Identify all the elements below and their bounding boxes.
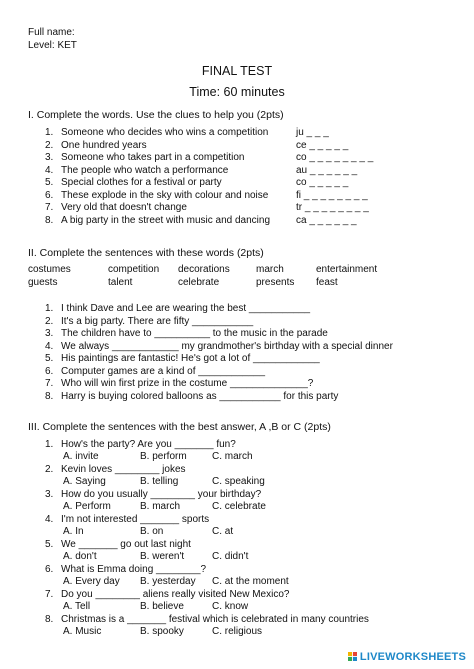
list-item[interactable] [45,391,338,403]
logo-text: LIVEWORKSHEETS [359,651,466,663]
item-number: 5. [45,353,54,364]
option-b[interactable]: B. perform [140,451,187,462]
answer-blank[interactable]: ca _ _ _ _ _ _ [296,214,357,226]
item-number: 5. [45,177,54,188]
list-item [45,165,228,177]
item-number: 6. [45,564,54,575]
section-1-heading: I. Complete the words. Use the clues to help you (2pts) [28,109,284,121]
word-bank-item: talent [108,277,133,288]
sentence-text: The children have to __________ to the music in the parade [61,328,328,339]
item-number: 6. [45,365,54,377]
item-number: 1. [45,127,54,138]
question-text: What is Emma doing ________? [61,564,207,575]
list-item [45,439,236,451]
sentence-text: We always ____________ my grandmother's birthday with a special dinner [61,340,393,352]
option-a[interactable]: A. invite [63,451,99,462]
word-bank-item: march [256,264,284,275]
item-number: 2. [45,139,54,151]
list-item[interactable] [45,378,313,390]
option-b[interactable]: B. march [140,501,181,512]
item-number: 3. [45,328,54,339]
item-clue: The people who watch a performance [61,164,229,176]
option-a[interactable]: A. don't [63,551,97,562]
item-clue: A big party in the street with music and dancing [61,214,271,226]
answer-blank[interactable]: tr _ _ _ _ _ _ _ _ [296,202,369,213]
list-item [45,539,191,551]
option-a[interactable]: A. Saying [63,476,106,487]
item-clue: Someone who takes part in a competition [61,152,245,163]
option-c[interactable]: C. at [212,526,234,537]
time-limit: Time: 60 minutes [189,85,285,99]
list-item [45,152,244,164]
item-clue: Very old that doesn't change [61,202,187,213]
word-bank-item: guests [28,277,58,288]
sentence-text: Computer games are a kind of ____________ [61,365,266,377]
list-item [45,489,261,501]
level-label: Level: KET [28,40,77,51]
sentence-text: Harry is buying colored balloons as ___________ for this party [61,390,339,402]
question-text: We _______ go out last night [61,539,191,550]
answer-blank[interactable]: ju _ _ _ [296,127,329,138]
word-bank-item: competition [108,264,160,275]
option-b[interactable]: B. on [140,526,164,537]
option-a[interactable]: A. Tell [63,601,91,612]
list-item[interactable] [45,316,253,328]
full-name-label: Full name: [28,27,75,38]
option-b[interactable]: B. telling [140,476,179,487]
item-number: 4. [45,340,54,352]
word-bank-item: presents [256,277,295,288]
word-bank-item: costumes [28,264,71,275]
item-number: 1. [45,303,54,314]
item-number: 3. [45,152,54,163]
option-c[interactable]: C. know [212,601,249,612]
item-number: 4. [45,164,54,176]
option-b[interactable]: B. weren't [140,551,185,562]
item-number: 3. [45,489,54,500]
list-item[interactable] [45,303,310,315]
item-clue: Someone who decides who wins a competition [61,127,269,138]
item-number: 8. [45,390,54,402]
item-clue: One hundred years [61,139,147,151]
list-item [45,514,209,526]
option-b[interactable]: B. spooky [140,626,184,637]
question-text: Do you ________ aliens really visited New Mexico? [61,589,290,600]
answer-blank[interactable]: fi _ _ _ _ _ _ _ _ [296,189,368,201]
option-a[interactable]: A. Perform [63,501,111,512]
list-item[interactable] [45,341,393,353]
option-c[interactable]: C. march [212,451,253,462]
list-item [45,464,186,476]
item-clue: Special clothes for a festival or party [61,177,222,188]
option-c[interactable]: C. celebrate [212,501,266,512]
item-number: 8. [45,214,54,226]
question-text: I'm not interested _______ sports [61,514,210,525]
item-number: 7. [45,378,54,389]
question-text: How do you usually ________ your birthday? [61,489,262,500]
list-item [45,215,270,227]
answer-blank[interactable]: ce _ _ _ _ _ [296,139,349,151]
list-item[interactable] [45,366,265,378]
section-2-heading: II. Complete the sentences with these words (2pts) [28,247,264,259]
answer-blank[interactable]: co _ _ _ _ _ [296,177,349,188]
list-item [45,614,369,626]
list-item [45,589,289,601]
word-bank-item: feast [316,277,338,288]
item-number: 2. [45,315,54,327]
option-c[interactable]: C. didn't [212,551,249,562]
option-b[interactable]: B. yesterday [140,576,196,587]
answer-blank[interactable]: au _ _ _ _ _ _ [296,164,358,176]
item-number: 5. [45,539,54,550]
sentence-text: Who will win first prize in the costume ______________? [61,378,314,389]
list-item[interactable] [45,328,328,340]
option-c[interactable]: C. at the moment [212,576,289,587]
list-item [45,202,187,214]
list-item [45,190,268,202]
item-number: 2. [45,464,54,475]
section-3-heading: III. Complete the sentences with the best answer, A ,B or C (2pts) [28,421,331,433]
question-text: Christmas is a _______ festival which is celebrated in many countries [61,614,369,625]
list-item [45,564,206,576]
list-item [45,177,222,189]
question-text: How's the party? Are you _______ fun? [61,439,236,450]
sentence-text: His paintings are fantastic! He's got a lot of ____________ [61,353,320,364]
question-text: Kevin loves ________ jokes [61,464,186,475]
item-clue: These explode in the sky with colour and noise [61,189,269,201]
item-number: 7. [45,589,54,600]
option-b[interactable]: B. believe [140,601,184,612]
option-a[interactable]: A. Music [63,626,102,637]
option-a[interactable]: A. Every day [63,576,120,587]
word-bank-item: celebrate [178,277,220,288]
list-item [45,127,268,139]
list-item [45,140,147,152]
option-c[interactable]: C. religious [212,626,263,637]
liveworksheets-logo-icon [348,652,357,661]
answer-blank[interactable]: co _ _ _ _ _ _ _ _ [296,152,374,163]
item-number: 6. [45,189,54,201]
item-number: 1. [45,439,54,450]
list-item[interactable] [45,353,320,365]
item-number: 4. [45,514,54,525]
option-c[interactable]: C. speaking [212,476,265,487]
item-number: 8. [45,614,54,625]
option-a[interactable]: A. In [63,526,84,537]
word-bank-item: entertainment [316,264,378,275]
item-number: 7. [45,202,54,213]
word-bank-item: decorations [178,264,230,275]
page-title: FINAL TEST [201,64,273,78]
sentence-text: It's a big party. There are fifty ___________ [61,315,254,327]
sentence-text: I think Dave and Lee are wearing the best ___________ [61,303,311,314]
liveworksheets-logo[interactable] [348,651,466,663]
